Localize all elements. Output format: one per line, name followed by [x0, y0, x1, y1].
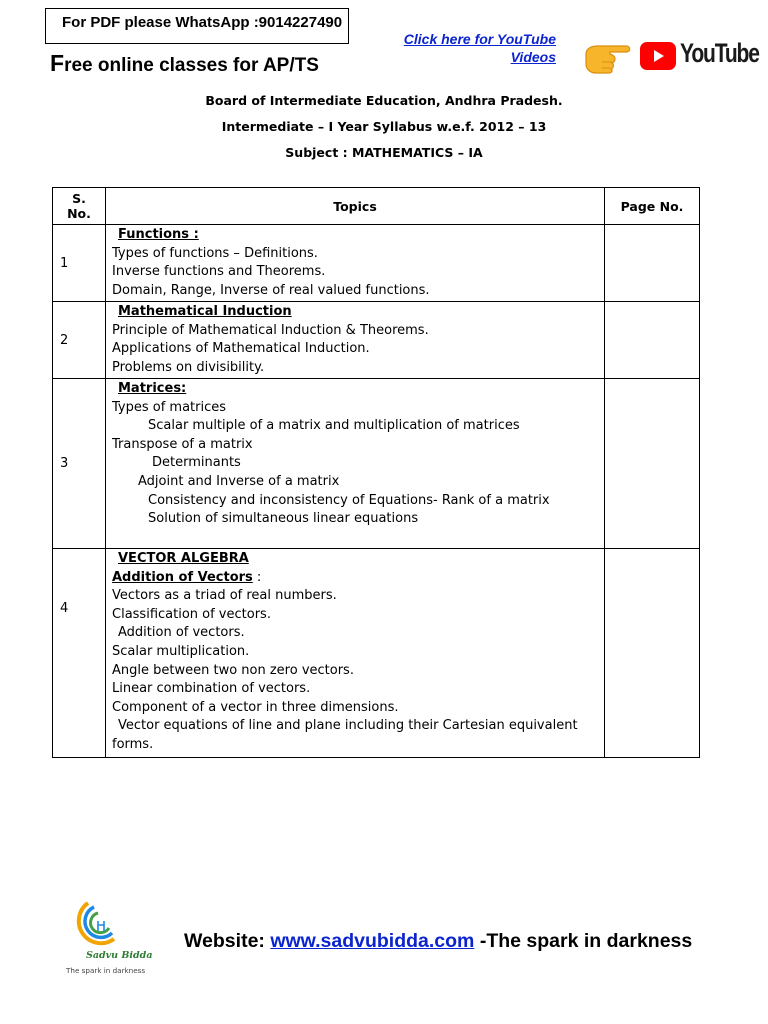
whatsapp-note-box: [45, 8, 349, 44]
topic-line: Determinants: [152, 455, 241, 471]
topic-heading: Matrices:: [118, 381, 187, 396]
row-number: 1: [53, 225, 106, 302]
youtube-logo-icon[interactable]: [640, 42, 676, 70]
topic-line: Linear combination of vectors.: [112, 681, 311, 697]
board-title: Board of Intermediate Education, Andhra Pradesh.: [205, 93, 563, 108]
topic-line: Applications of Mathematical Induction.: [112, 341, 370, 357]
page-no-cell: [605, 225, 700, 302]
youtube-link[interactable]: Click here for YouTube Videos: [403, 31, 556, 65]
youtube-wordmark[interactable]: YouTube: [680, 38, 759, 68]
topic-line: Scalar multiplication.: [112, 643, 250, 659]
topic-subheading: Addition of Vectors: [112, 569, 253, 585]
topic-line: Scalar multiple of a matrix and multiplication of matrices: [148, 418, 520, 434]
page-no-cell: [605, 549, 700, 758]
topic-line: Classification of vectors.: [112, 606, 271, 622]
website-link[interactable]: www.sadvubidda.com: [270, 930, 475, 952]
topic-line: Problems on divisibility.: [112, 359, 265, 375]
topic-heading: Functions :: [118, 227, 199, 242]
topic-line: Component of a vector in three dimensions.: [112, 699, 399, 715]
sadvu-bidda-logo: [52, 895, 166, 979]
logo-tagline: The spark in darkness: [66, 966, 146, 975]
syllabus-table: [52, 187, 700, 758]
header-page-no: Page No.: [605, 188, 700, 225]
topic-line: Transpose of a matrix: [112, 436, 253, 452]
topic-line: Solution of simultaneous linear equations: [148, 511, 419, 527]
table-row: [53, 225, 700, 302]
header-sno: S. No.: [53, 188, 106, 225]
topic-heading: Mathematical Induction: [118, 304, 292, 319]
logo-name: Sadvu Bidda: [86, 950, 153, 961]
topics-cell: [106, 302, 605, 379]
table-row: [53, 302, 700, 379]
topic-line: Principle of Mathematical Induction & Theorems.: [112, 322, 429, 338]
row-number: 3: [53, 379, 106, 549]
pointing-hand-icon: [582, 38, 634, 74]
header-topics: Topics: [106, 188, 605, 225]
topic-line: Inverse functions and Theorems.: [112, 264, 326, 280]
syllabus-title: Intermediate – I Year Syllabus w.e.f. 2012 – 13: [221, 119, 547, 134]
table-row: [53, 549, 700, 758]
subject-title: Subject : MATHEMATICS – IA: [285, 145, 483, 160]
topic-line: Domain, Range, Inverse of real valued functions.: [112, 282, 430, 298]
whatsapp-note: For PDF please WhatsApp :9014227490: [62, 14, 343, 31]
website-line: Website: www.sadvubidda.com -The spark in darkness: [184, 930, 693, 952]
page-no-cell: [605, 379, 700, 549]
topics-cell: [106, 379, 605, 549]
topic-line: Vector equations of line and plane including their Cartesian equivalent forms.: [112, 718, 578, 752]
topic-line: Types of matrices: [112, 399, 227, 415]
row-number: 4: [53, 549, 106, 758]
table-row: [53, 379, 700, 549]
topic-line: Types of functions – Definitions.: [112, 245, 318, 261]
topic-line: Addition of vectors.: [118, 625, 245, 641]
free-classes-heading: Free online classes for AP/TS: [50, 50, 319, 76]
page-no-cell: [605, 302, 700, 379]
topic-heading: VECTOR ALGEBRA: [118, 551, 249, 566]
table-header-row: [53, 188, 700, 225]
row-number: 2: [53, 302, 106, 379]
topic-subheading-line: Addition of Vectors :: [112, 569, 262, 585]
topics-cell: [106, 549, 605, 758]
topics-cell: [106, 225, 605, 302]
topic-line: Angle between two non zero vectors.: [112, 662, 354, 678]
topic-line: Adjoint and Inverse of a matrix: [138, 473, 340, 489]
topic-line: Consistency and inconsistency of Equations- Rank of a matrix: [148, 492, 550, 508]
topic-line: Vectors as a triad of real numbers.: [112, 588, 337, 604]
